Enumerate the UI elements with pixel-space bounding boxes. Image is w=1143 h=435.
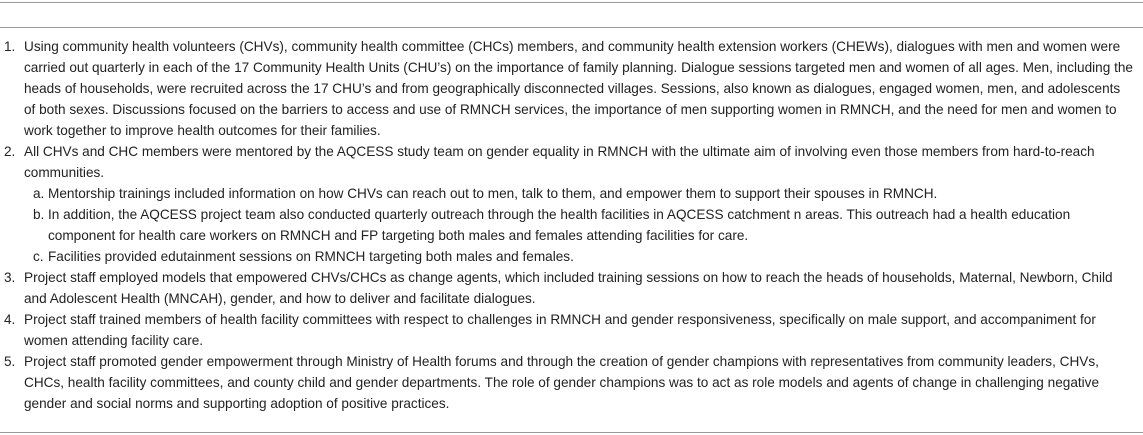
sub-letter: b. (33, 207, 45, 222)
sub-letter: c. (33, 249, 44, 264)
list-item-5 (0, 351, 1143, 414)
list-number: 3. (4, 270, 16, 285)
top-rule (0, 2, 1143, 3)
sub-text: In addition, the AQCESS project team also conducted quarterly outreach through the health facilities in AQCESS catchment n areas. This outreach had a health education component for health care workers on RMNCH and FP targeting both males and females attending facilities for care. (48, 207, 1071, 243)
intervention-list (0, 36, 1143, 414)
list-item-2 (0, 141, 1143, 267)
bottom-rule (0, 432, 1143, 433)
sub-item-a (24, 183, 1135, 204)
list-text: Project staff trained members of health facility committees with respect to challenges in RMNCH and gender responsiveness, specifically on male support, and accompaniment for women attending facility care. (24, 312, 1096, 348)
sub-text: Facilities provided edutainment sessions on RMNCH targeting both males and females. (48, 249, 574, 264)
list-text: Project staff promoted gender empowerment through Ministry of Health forums and through the creation of gender champions with representatives from community leaders, CHVs, CHCs, health facility committees, and county child and gender departments. The role of gender champions was to act as role models and agents of change in challenging negative gender and social norms and supporting adoption of positive practices. (24, 354, 1100, 411)
sub-list (24, 183, 1135, 267)
list-item-4 (0, 309, 1143, 351)
list-number: 5. (4, 354, 16, 369)
list-number: 4. (4, 312, 16, 327)
list-text: Using community health volunteers (CHVs), community health committee (CHCs) members, and community health extension workers (CHEWs), dialogues with men and women were carried out quarterly in each of the 17 Community Health Units (CHU’s) on the importance of family planning. Dialogue sessions targeted men and women of all ages. Men, including the heads of households, were recruited across the 17 CHU’s and from geographically disconnected villages. Sessions, also known as dialogues, engaged women, men, and adolescents of both sexes. Discussions focused on the barriers to access and use of RMNCH services, the importance of men supporting women in RMNCH, and the need for men and women to work together to improve health outcomes for their families. (24, 39, 1133, 138)
list-number: 2. (4, 144, 16, 159)
sub-text: Mentorship trainings included information on how CHVs can reach out to men, talk to them, and empower them to support their spouses in RMNCH. (48, 186, 938, 201)
list-text: All CHVs and CHC members were mentored by the AQCESS study team on gender equality in RMNCH with the ultimate aim of involving even those members from hard-to-reach communities. (24, 144, 1095, 180)
list-text: Project staff employed models that empowered CHVs/CHCs as change agents, which included training sessions on how to reach the heads of households, Maternal, Newborn, Child and Adolescent Health (MNCAH), gender, and how to deliver and facilitate dialogues. (24, 270, 1113, 306)
sub-item-b (24, 204, 1135, 246)
sub-letter: a. (33, 186, 45, 201)
list-number: 1. (4, 39, 16, 54)
list-item-1 (0, 36, 1143, 141)
list-item-3 (0, 267, 1143, 309)
sub-item-c (24, 246, 1135, 267)
header-rule (0, 27, 1143, 28)
